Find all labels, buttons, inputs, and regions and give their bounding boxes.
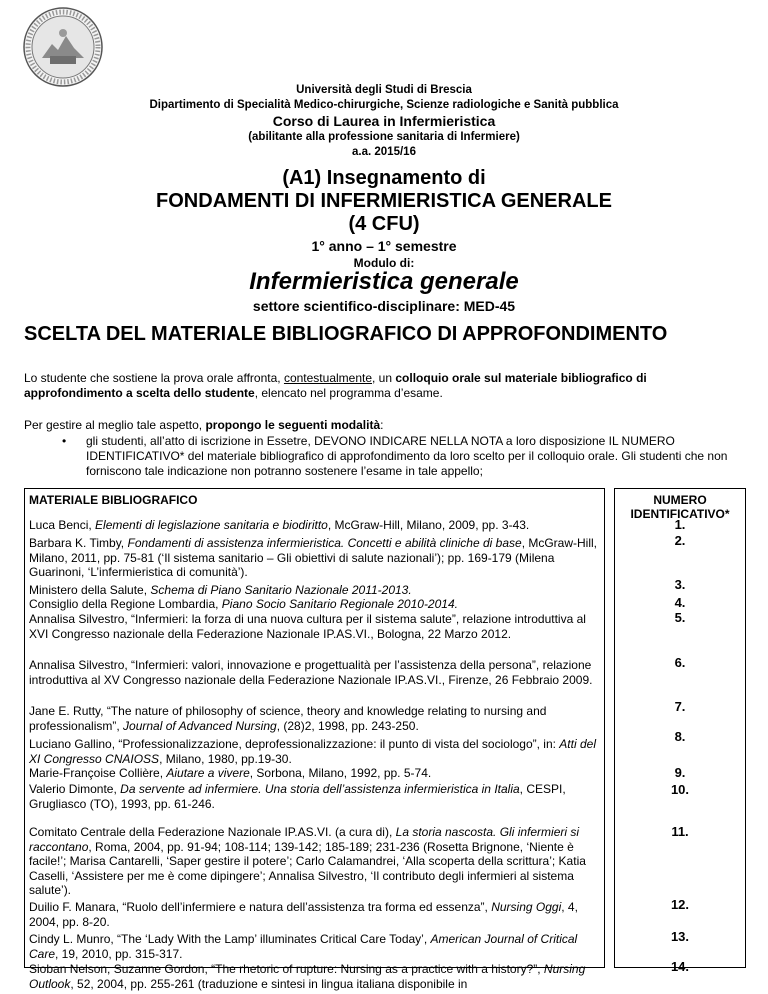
course-qualification: (abilitante alla professione sanitaria di Infermiere) [248,131,520,143]
bibliography-entry: Duilio F. Manara, “Ruolo dell’infermiere e natura dell’assistenza tra forma ed essenza”, Nursing Oggi, 4, 2004, pp. 8-20. [29,900,578,929]
bibliography-entry: Barbara K. Timby, Fondamenti di assistenza infermieristica. Concetti e abilità cliniche di base, McGraw-Hill, Milano, 2011, pp. 75-81 (‘Il sistema sanitario – Gli obiettivi di salute nazionali’); pp. 169-179 (Milena Guarinoni, ‘L’infermieristica di comunità’). [29,536,598,580]
bibliography-entry: Sioban Nelson, Suzanne Gordon, “The rhetoric of rupture: Nursing as a practice with a history?”, Nursing Outlook, 52, 2004, pp. 255-261 (traduzione e sintesi in lingua italiana disponibile in [29,962,586,991]
id-number: 8. [674,729,686,744]
id-number: 4. [674,595,686,610]
id-number: 11. [671,824,689,839]
bibliography-entry: Luciano Gallino, “Professionalizzazione, deprofessionalizzazione: il punto di vista del sociologo”, in: Atti del XI Congresso CNAIOSS, Milano, 1980, pp.19-30. [29,737,596,766]
id-column-header: NUMERO IDENTIFICATIVO* [630,493,730,521]
bibliography-entry: Cindy L. Munro, “The ‘Lady With the Lamp’ illuminates Critical Care Today’, American Journal of Critical Care, 19, 2010, pp. 315-317. [29,932,578,961]
intro-paragraph-2: Per gestire al meglio tale aspetto, propongo le seguenti modalità: [24,418,384,432]
bullet-symbol: • [62,434,67,448]
id-number: 3. [674,577,686,592]
teaching-cfu: (4 CFU) [348,213,420,235]
academic-year: a.a. 2015/16 [352,146,416,158]
id-number: 10. [670,782,690,797]
bibliography-entry: Jane E. Rutty, “The nature of philosophy of science, theory and knowledge relating to nursing and professionalism”, Journal of Advanced Nursing, (28)2, 1998, pp. 243-250. [29,704,547,733]
module-label: Modulo di: [353,256,415,270]
id-number: 2. [674,533,686,548]
department-name: Dipartimento di Specialità Medico-chirurgiche, Scienze radiologiche e Sanità pubblica [149,99,619,111]
teaching-title: FONDAMENTI DI INFERMIERISTICA GENERALE [156,190,612,212]
instruction-bullet: • gli studenti, all’atto di iscrizione in Essetre, DEVONO INDICARE NELLA NOTA a loro disposizione IL NUMERO IDENTIFICATIVO* del materiale bibliografico di approfondimento da loro scelto per il colloquio orale. Gli studenti che non forniscono tale indicazione non potranno sostenere l’esame in tale appello; [62,434,728,478]
bibliography-entry: Consiglio della Regione Lombardia, Piano Socio Sanitario Regionale 2010-2014. [29,597,458,611]
bibliography-entry: Annalisa Silvestro, “Infermieri: la forza di una nuova cultura per il sistema salute”, relazione introduttiva al XVI Congresso nazionale della Federazione Nazionale IP.AS.VI., Bologna, 22 Marzo 2012. [29,612,586,641]
bibliography-column-header: MATERIALE BIBLIOGRAFICO [29,493,198,507]
teaching-label: (A1) Insegnamento di [282,167,486,189]
id-number: 9. [674,765,686,780]
main-heading: SCELTA DEL MATERIALE BIBLIOGRAFICO DI APPROFONDIMENTO [24,323,668,345]
university-seal-logo [22,6,104,88]
bibliography-entry: Marie-Françoise Collière, Aiutare a vivere, Sorbona, Milano, 1992, pp. 5-74. [29,766,432,780]
id-number: 6. [674,655,686,670]
id-number: 13. [670,929,690,944]
bibliography-entry: Comitato Centrale della Federazione Nazionale IP.AS.VI. (a cura di), La storia nascosta. Gli infermieri si raccontano, Roma, 2004, pp. 91-94; 108-114; 139-142; 185-189; 231-236 (Rosetta Brignone, ‘Niente è facile!’; Marisa Cantarelli, ‘Saper gestire il potere’; Carlo Calamandrei, ‘Alla scoperta della scrittura’; Katia Caselli, ‘Assistere per me è come dipingere’; Annalisa Silvestro, ‘Il contributo degli infermieri al sistema salute’). [29,825,586,898]
bibliography-entry: Luca Benci, Elementi di legislazione sanitaria e biodiritto, McGraw-Hill, Milano, 2009, pp. 3-43. [29,518,530,532]
scientific-sector: settore scientifico-disciplinare: MED-45 [252,298,516,314]
bibliography-entry: Valerio Dimonte, Da servente ad infermiere. Una storia dell’assistenza infermieristica in Italia, CESPI, Grugliasco (TO), 1993, pp. 61-246. [29,782,566,811]
intro-paragraph-1: Lo studente che sostiene la prova orale affronta, contestualmente, un colloquio orale sul materiale bibliografico di approfondimento a scelta dello studente, elencato nel programma d’esame. [24,371,647,400]
id-number: 12. [670,897,690,912]
bibliography-entry: Annalisa Silvestro, “Infermieri: valori, innovazione e progettualità per l’assistenza della persona”, relazione introduttiva al XV Congresso nazionale della Federazione Nazionale IP.AS.VI., Firenze, 26 Febbraio 2009. [29,658,593,687]
course-name: Corso di Laurea in Infermieristica [272,113,496,129]
id-number: 14. [670,959,690,974]
id-number: 5. [674,610,686,625]
id-number-column [614,488,746,974]
bibliography-entry: Ministero della Salute, Schema di Piano Sanitario Nazionale 2011-2013. [29,583,412,597]
id-number: 7. [674,699,686,714]
module-title: Infermieristica generale [249,268,519,295]
year-semester: 1° anno – 1° semestre [311,238,457,254]
id-number: 1. [674,517,686,532]
university-name: Università degli Studi di Brescia [296,84,472,96]
bibliography-table [24,488,605,991]
